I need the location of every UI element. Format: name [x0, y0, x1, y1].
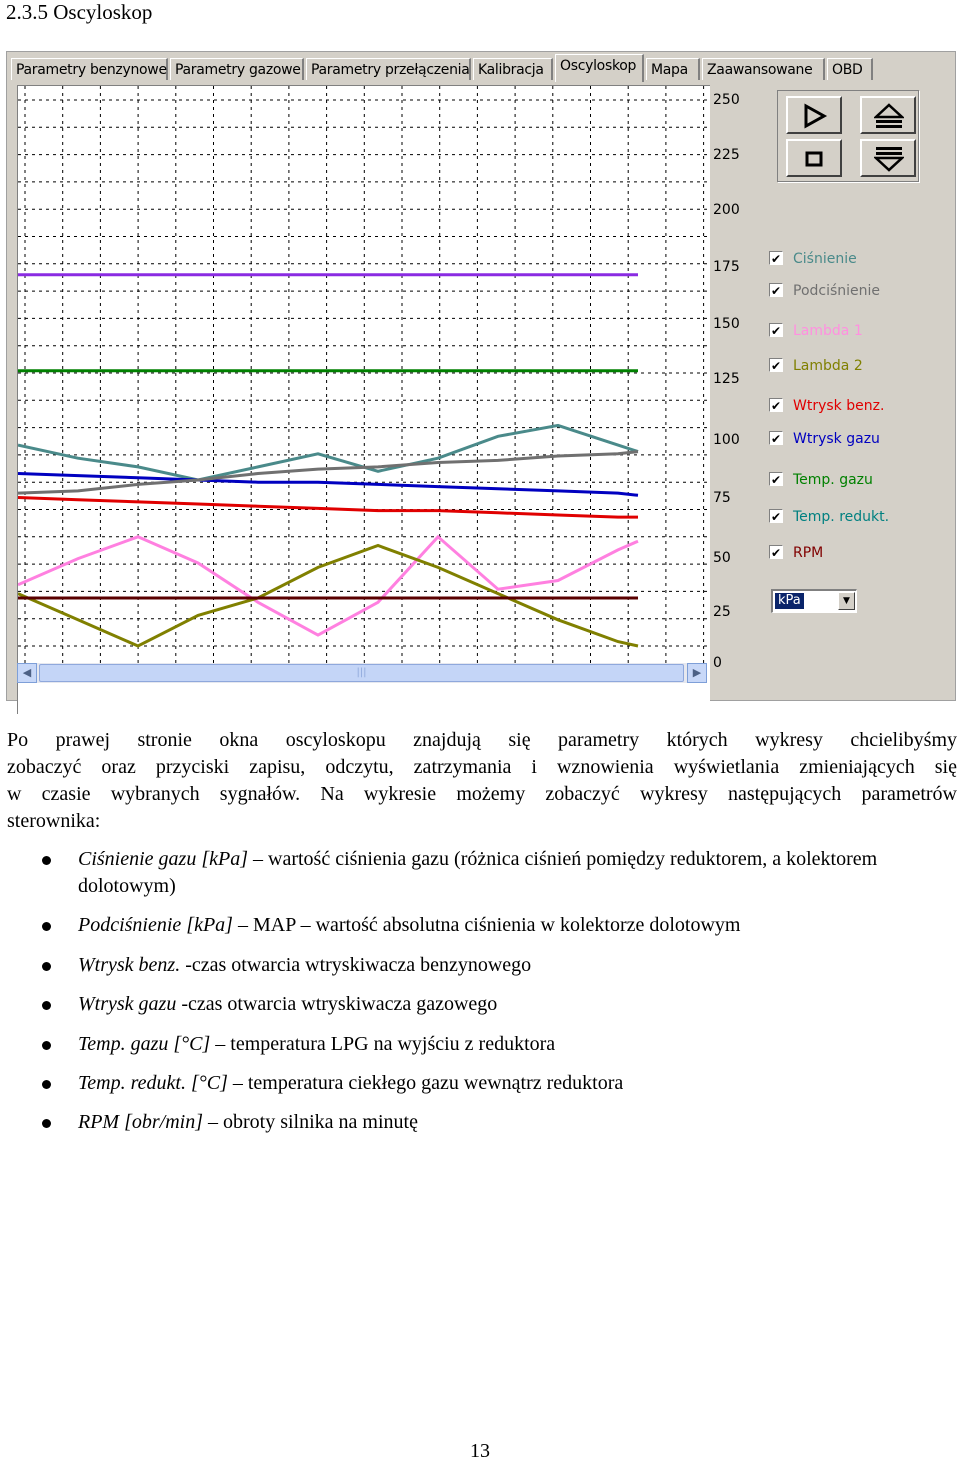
- checkbox-box[interactable]: [769, 545, 783, 559]
- section-heading: 2.3.5 Oscyloskop: [6, 0, 153, 24]
- item-text: – temperatura LPG na wyjściu z reduktora: [210, 1033, 556, 1055]
- tab-oscyloskop[interactable]: Oscyloskop: [555, 54, 644, 82]
- intro-line: w czasie wybranych sygnałów. Na wykresie możemy zobaczyć wykresy następujących parametrów: [7, 783, 957, 805]
- checkbox-box[interactable]: [769, 251, 783, 265]
- checkbox-label: Wtrysk benz.: [793, 398, 885, 414]
- series-line-wtrysk-benz: [18, 498, 638, 518]
- item-text: – temperatura ciekłego gazu wewnątrz reduktora: [227, 1072, 624, 1094]
- item-text: -czas otwarcia wtryskiwacza benzynowego: [180, 954, 532, 976]
- y-tick-label: 75: [713, 490, 731, 506]
- unit-dropdown[interactable]: [771, 589, 857, 613]
- y-tick-label: 150: [713, 316, 740, 332]
- list-item: [78, 1109, 958, 1136]
- checkbox-label: Ciśnienie: [793, 251, 857, 267]
- checkbox-box[interactable]: [769, 431, 783, 445]
- item-text: – obroty silnika na minutę: [203, 1111, 418, 1133]
- scroll-left-icon[interactable]: ◀: [17, 663, 37, 683]
- scroll-right-icon[interactable]: ▶: [687, 663, 707, 683]
- list-item: [78, 846, 958, 900]
- y-tick-label: 200: [713, 202, 740, 218]
- list-item: [78, 952, 958, 979]
- checkbox-box[interactable]: [769, 398, 783, 412]
- checkbox-box[interactable]: [769, 509, 783, 523]
- list-item: [78, 912, 958, 939]
- item-term: Wtrysk benz.: [78, 954, 181, 976]
- scroll-thumb[interactable]: |||: [39, 664, 684, 682]
- y-tick-label: 50: [713, 550, 731, 566]
- tab-parametry-gazowe[interactable]: Parametry gazowe: [170, 58, 304, 80]
- checkbox-label: Temp. redukt.: [793, 509, 890, 525]
- item-term: RPM [obr/min]: [78, 1111, 203, 1133]
- save-button[interactable]: [860, 139, 916, 177]
- stop-button[interactable]: [786, 139, 842, 177]
- eject-up-icon: [874, 103, 904, 129]
- eject-down-icon: [874, 146, 904, 172]
- grid: [18, 86, 710, 664]
- checkbox-box[interactable]: [769, 323, 783, 337]
- y-tick-label: 125: [713, 371, 740, 387]
- series-line-lambda-1: [18, 537, 638, 635]
- y-tick-label: 100: [713, 432, 740, 448]
- checkbox-label: Wtrysk gazu: [793, 431, 880, 447]
- plot-canvas: [18, 86, 710, 664]
- list-item: [78, 991, 958, 1018]
- y-tick-label: 25: [713, 604, 731, 620]
- series-line-wtrysk-gazu: [18, 474, 638, 496]
- stop-icon: [800, 146, 828, 172]
- intro-line: sterownika:: [7, 810, 101, 832]
- tab-zaawansowane[interactable]: Zaawansowane: [702, 58, 825, 80]
- chevron-down-icon[interactable]: ▼: [838, 592, 855, 610]
- oscilloscope-plot: [17, 85, 710, 714]
- y-tick-label: 225: [713, 147, 740, 163]
- series-line-ciśnienie: [18, 425, 638, 480]
- play-icon: [800, 103, 828, 129]
- item-text: – wartość ciśnienia gazu (różnica ciśnień pomiędzy reduktorem, a kolektorem dolotowym): [78, 848, 878, 897]
- checkbox-label: Temp. gazu: [793, 472, 873, 488]
- tab-parametry-przełączenia[interactable]: Parametry przełączenia: [306, 58, 471, 80]
- tab-mapa[interactable]: Mapa: [646, 58, 700, 80]
- list-item: [78, 1031, 958, 1058]
- checkbox-label: Lambda 1: [793, 323, 863, 339]
- checkbox-box[interactable]: [769, 283, 783, 297]
- y-tick-label: 250: [713, 92, 740, 108]
- item-term: Ciśnienie gazu [kPa]: [78, 848, 248, 870]
- item-term: Wtrysk gazu: [78, 993, 177, 1015]
- tab-obd[interactable]: OBD: [827, 58, 873, 80]
- y-tick-label: 175: [713, 259, 740, 275]
- oscilloscope-window: [6, 51, 956, 701]
- checkbox-box[interactable]: [769, 358, 783, 372]
- horizontal-scrollbar[interactable]: [17, 663, 707, 683]
- intro-line: Po prawej stronie okna oscyloskopu znajdują się parametry których wykresy chcielibyśmy: [7, 729, 957, 751]
- unit-value: kPa: [775, 593, 804, 609]
- intro-line: zobaczyć oraz przyciski zapisu, odczytu, zatrzymania i wznowienia wyświetlania zmieniających się: [7, 756, 957, 778]
- checkbox-box[interactable]: [769, 472, 783, 486]
- checkbox-label: RPM: [793, 545, 824, 561]
- item-term: Temp. redukt. [°C]: [78, 1072, 228, 1094]
- checkbox-label: Podciśnienie: [793, 283, 881, 299]
- page-number: 13: [470, 1440, 490, 1462]
- play-button[interactable]: [786, 96, 842, 134]
- item-text: -czas otwarcia wtryskiwacza gazowego: [176, 993, 498, 1015]
- item-term: Podciśnienie [kPa]: [78, 914, 233, 936]
- tab-bar: [9, 54, 949, 82]
- item-text: – MAP – wartość absolutna ciśnienia w kolektorze dolotowym: [232, 914, 741, 936]
- intro-paragraph: [7, 727, 957, 835]
- load-button[interactable]: [860, 96, 916, 134]
- tab-parametry-benzynowe[interactable]: Parametry benzynowe: [11, 58, 168, 80]
- item-term: Temp. gazu [°C]: [78, 1033, 211, 1055]
- y-tick-label: 0: [713, 655, 722, 671]
- tab-kalibracja[interactable]: Kalibracja: [473, 58, 553, 80]
- control-buttons: [777, 90, 919, 182]
- checkbox-label: Lambda 2: [793, 358, 863, 374]
- list-item: [78, 1070, 958, 1097]
